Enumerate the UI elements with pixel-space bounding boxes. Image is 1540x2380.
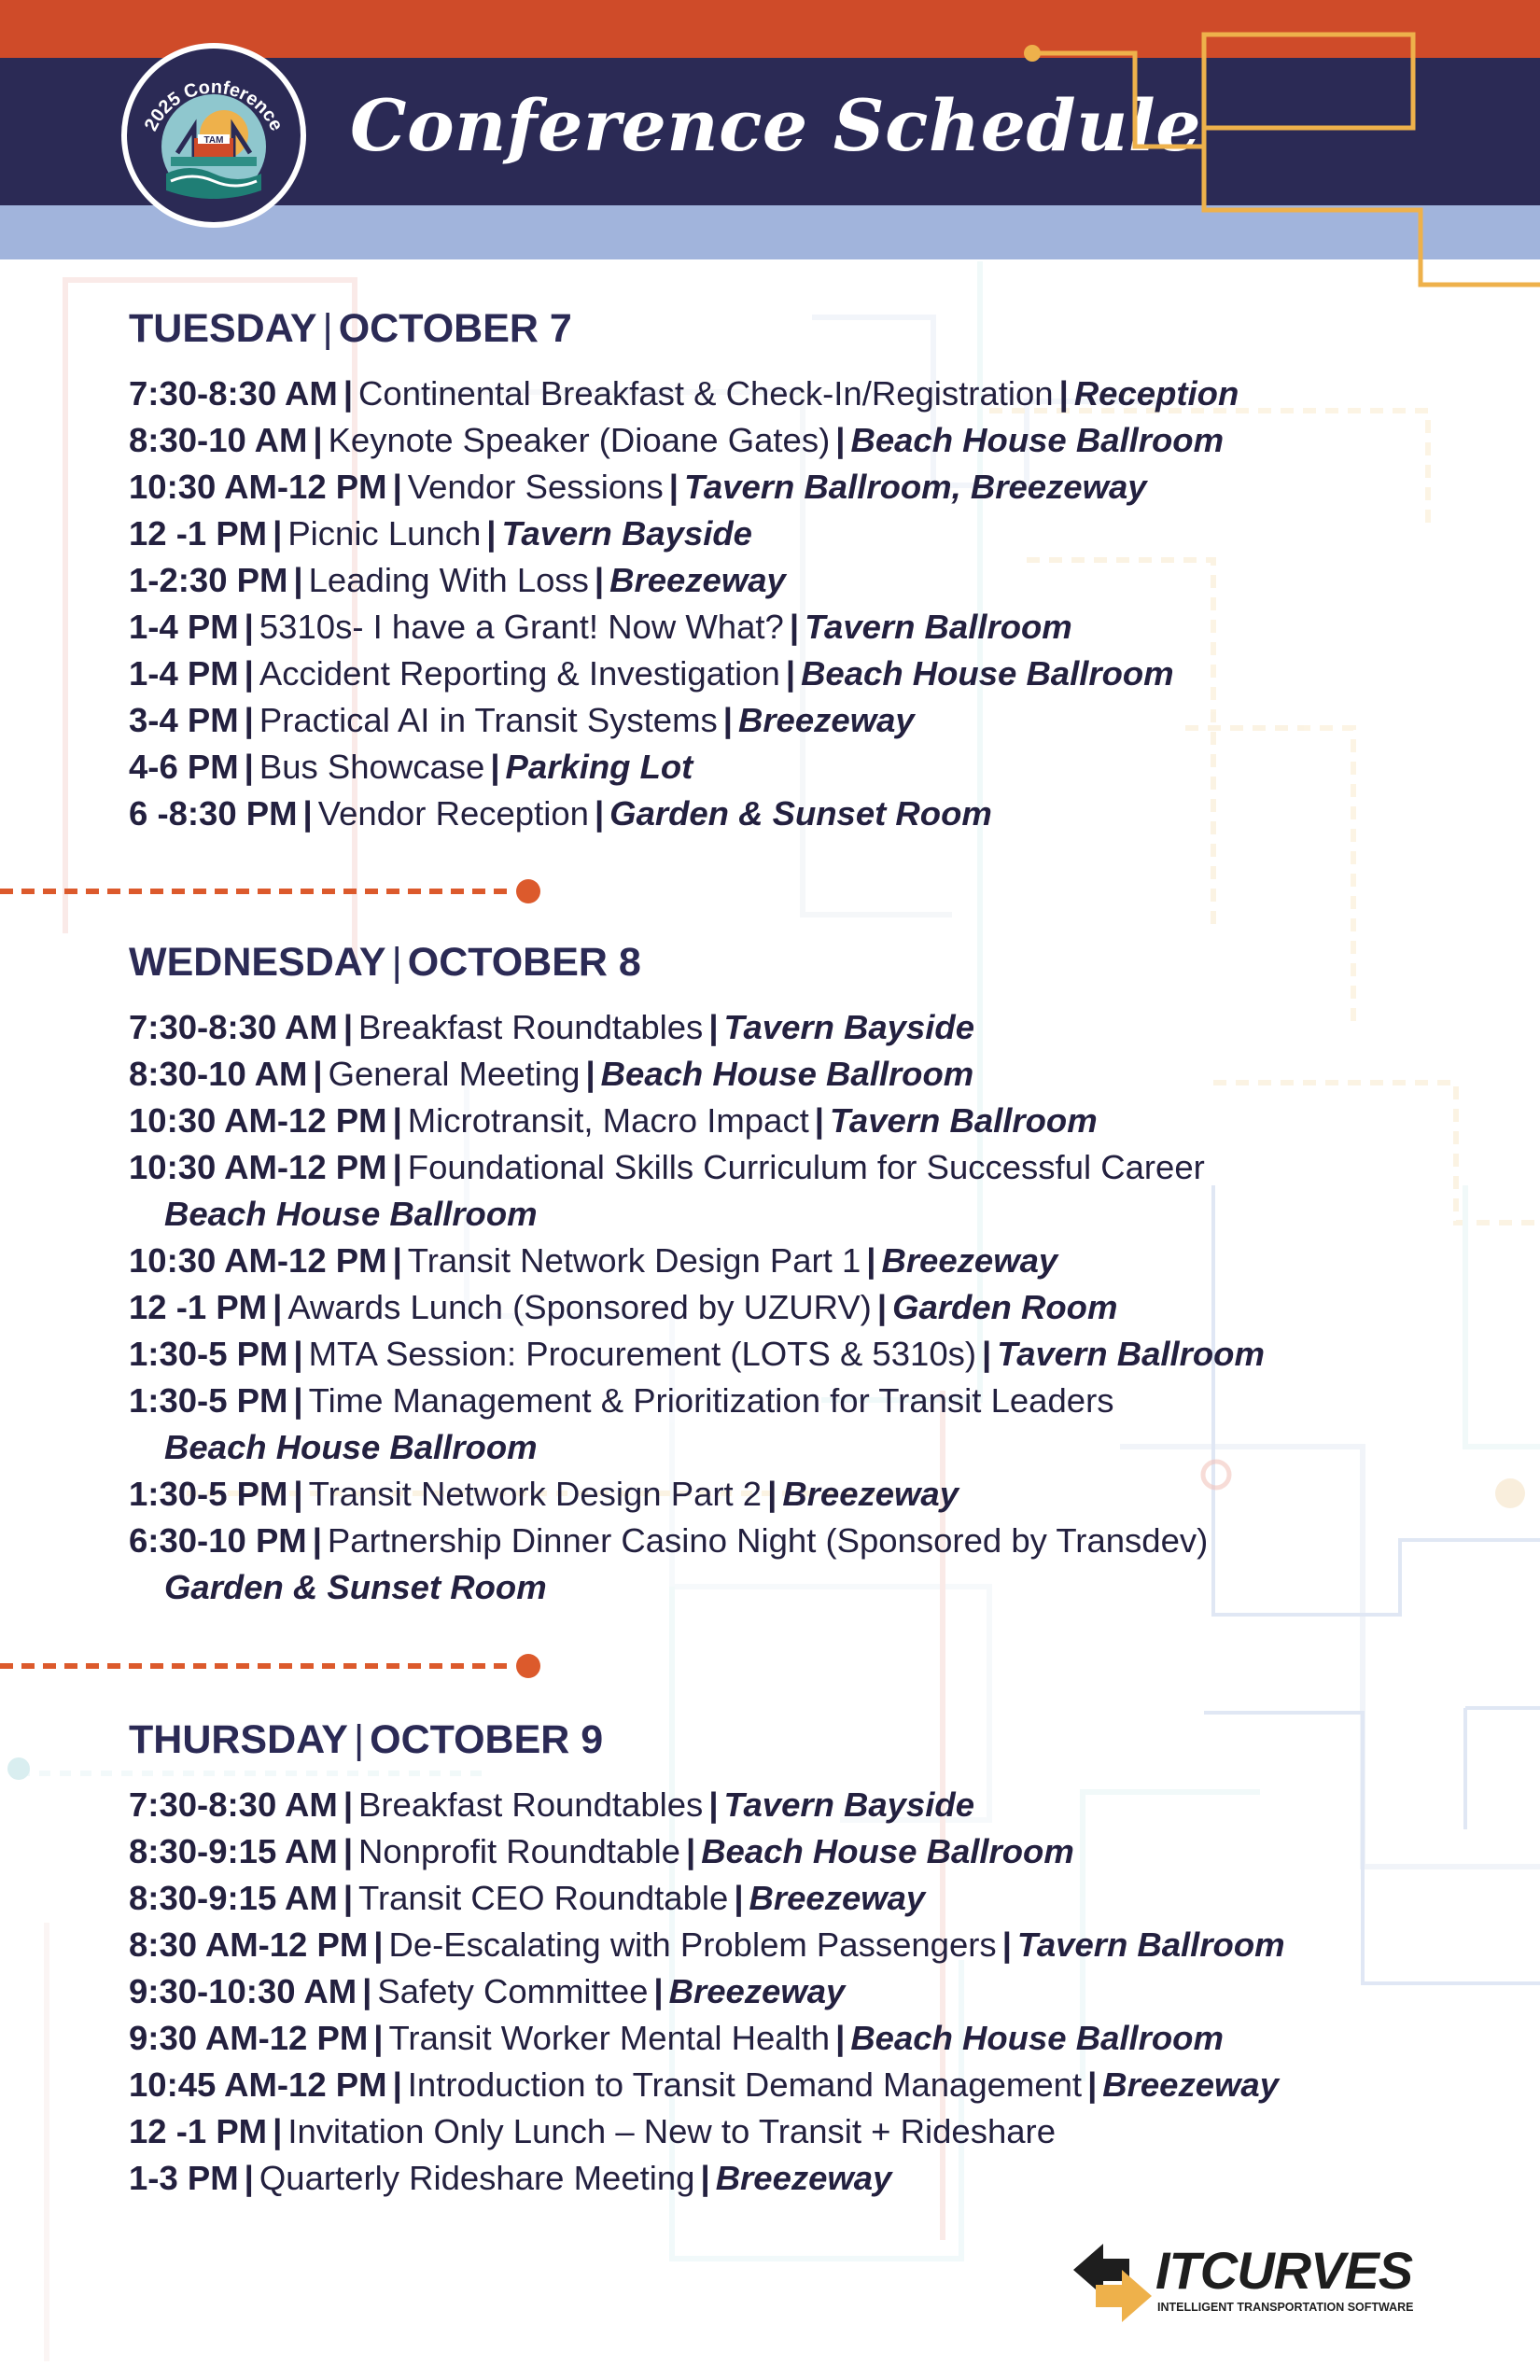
separator: | <box>1001 1925 1012 1964</box>
event-title: Practical AI in Transit Systems <box>259 701 718 739</box>
event-title: Breakfast Roundtables <box>358 1785 704 1824</box>
separator: | <box>486 514 497 553</box>
event-location: Tavern Ballroom, Breezeway <box>683 468 1147 506</box>
day-date: OCTOBER 9 <box>370 1717 604 1762</box>
event-location: Breezeway <box>668 1972 846 2010</box>
event-time: 7:30-8:30 AM <box>129 1008 338 1046</box>
separator: | <box>313 421 323 459</box>
event-time: 3-4 PM <box>129 701 239 739</box>
separator: | <box>789 608 800 646</box>
event-title: Continental Breakfast & Check-In/Registration <box>358 374 1054 413</box>
event-location: Breezeway <box>737 701 915 739</box>
separator: | <box>273 1288 283 1326</box>
schedule-item <box>129 417 1491 464</box>
day-name: WEDNESDAY <box>129 940 386 985</box>
event-time: 8:30-9:15 AM <box>129 1832 338 1870</box>
event-title: Accident Reporting & Investigation <box>259 654 780 693</box>
separator: | <box>866 1241 876 1280</box>
separator: | <box>273 514 283 553</box>
schedule-item <box>129 371 1491 417</box>
schedule-item <box>129 1922 1491 1968</box>
day-heading: THURSDAY | OCTOBER 9 <box>129 1717 604 1762</box>
schedule-item <box>129 1331 1491 1378</box>
event-time: 10:45 AM-12 PM <box>129 2065 387 2104</box>
schedule-item <box>129 1828 1491 1875</box>
schedule-item <box>129 1238 1491 1284</box>
event-location: Tavern Ballroom <box>1016 1925 1285 1964</box>
separator: | <box>876 1288 888 1326</box>
event-location: Beach House Ballroom <box>850 2019 1224 2057</box>
event-location: Breezeway <box>749 1879 926 1917</box>
header-decoration <box>1017 23 1540 303</box>
event-title: Nonprofit Roundtable <box>358 1832 680 1870</box>
event-list <box>129 1782 1491 2202</box>
schedule-item <box>129 1098 1491 1144</box>
event-title: 5310s- I have a Grant! Now What? <box>259 608 784 646</box>
schedule-item <box>129 1471 1491 1518</box>
separator: | <box>244 608 254 646</box>
separator: | <box>244 701 254 739</box>
event-title: Vendor Reception <box>317 794 589 833</box>
day-name: TUESDAY <box>129 306 317 351</box>
schedule-item <box>129 464 1491 511</box>
event-time: 7:30-8:30 AM <box>129 374 338 413</box>
schedule-item <box>129 1378 1491 1471</box>
separator: | <box>668 468 679 506</box>
schedule-item <box>129 1782 1491 1828</box>
event-title: De-Escalating with Problem Passengers <box>388 1925 997 1964</box>
event-title: Transit Worker Mental Health <box>388 2019 831 2057</box>
event-location: Tavern Ballroom <box>805 608 1072 646</box>
logo-wordmark: ITCURVES <box>1155 2241 1413 2300</box>
event-title: Picnic Lunch <box>287 514 482 553</box>
event-title: Introduction to Transit Demand Management <box>407 2065 1083 2104</box>
separator: | <box>490 748 500 786</box>
schedule-item <box>129 651 1491 697</box>
separator: | <box>343 1879 354 1917</box>
event-location: Beach House Ballroom <box>850 421 1225 459</box>
conference-badge-logo <box>119 41 308 230</box>
event-time: 8:30-10 AM <box>129 1055 308 1093</box>
schedule-item <box>129 791 1491 837</box>
page-title: Conference Schedule <box>350 84 1202 167</box>
event-time: 1:30-5 PM <box>129 1475 288 1513</box>
badge-ring-text: 2025 Conference <box>140 77 287 134</box>
separator: | <box>244 654 254 693</box>
event-location: Breezeway <box>609 561 786 599</box>
event-title: Bus Showcase <box>259 748 485 786</box>
schedule-item <box>129 697 1491 744</box>
separator: | <box>312 1521 322 1560</box>
event-location: Breezeway <box>881 1241 1058 1280</box>
event-time: 1-4 PM <box>129 654 239 693</box>
event-title: Time Management & Prioritization for Transit Leaders <box>308 1381 1114 1420</box>
event-title: General Meeting <box>328 1055 581 1093</box>
event-time: 1-3 PM <box>129 2159 239 2197</box>
event-location: Beach House Ballroom <box>701 1832 1074 1870</box>
event-time: 6:30-10 PM <box>129 1521 307 1560</box>
event-location: Tavern Bayside <box>723 1008 975 1046</box>
schedule-item <box>129 1144 1491 1238</box>
separator: | <box>343 374 354 413</box>
event-time: 9:30-10:30 AM <box>129 1972 357 2010</box>
separator: | <box>343 1785 354 1824</box>
separator: | <box>785 654 796 693</box>
section-divider <box>0 1652 560 1680</box>
day-date: OCTOBER 7 <box>338 306 572 351</box>
separator: | <box>392 1241 402 1280</box>
event-location: Beach House Ballroom <box>600 1055 974 1093</box>
event-time: 1:30-5 PM <box>129 1381 288 1420</box>
day-date: OCTOBER 8 <box>407 940 641 985</box>
day-heading: WEDNESDAY | OCTOBER 8 <box>129 940 641 985</box>
event-time: 6 -8:30 PM <box>129 794 298 833</box>
event-title: Microtransit, Macro Impact <box>407 1101 809 1140</box>
separator: | <box>734 1879 744 1917</box>
event-title: Safety Committee <box>377 1972 649 2010</box>
separator: | <box>1087 2065 1098 2104</box>
event-location: Beach House Ballroom <box>164 1428 538 1466</box>
event-location: Tavern Bayside <box>501 514 752 553</box>
event-title: Vendor Sessions <box>407 468 664 506</box>
schedule-item <box>129 1004 1491 1051</box>
day-section-wednesday <box>129 940 1491 1611</box>
event-title: Foundational Skills Curriculum for Successful Career <box>407 1148 1205 1186</box>
separator: | <box>392 468 402 506</box>
event-time: 10:30 AM-12 PM <box>129 468 387 506</box>
schedule-item <box>129 1518 1491 1611</box>
separator: | <box>722 701 733 739</box>
separator: | <box>293 1381 303 1420</box>
separator: | <box>343 1832 354 1870</box>
event-time: 9:30 AM-12 PM <box>129 2019 369 2057</box>
separator: | <box>653 1972 664 2010</box>
event-title: Leading With Loss <box>308 561 589 599</box>
schedule-item <box>129 744 1491 791</box>
event-time: 8:30-10 AM <box>129 421 308 459</box>
event-location: Tavern Bayside <box>723 1785 975 1824</box>
separator: | <box>293 1335 303 1373</box>
separator: | <box>244 748 254 786</box>
separator: | <box>708 1785 719 1824</box>
badge-center-text: TAM <box>203 135 224 146</box>
event-time: 10:30 AM-12 PM <box>129 1241 387 1280</box>
schedule-item <box>129 2108 1491 2155</box>
separator: | <box>302 794 313 833</box>
separator: | <box>313 1055 323 1093</box>
schedule-item <box>129 2155 1491 2202</box>
event-location: Garden & Sunset Room <box>164 1568 547 1606</box>
event-location: Beach House Ballroom <box>164 1195 538 1233</box>
event-list <box>129 371 1491 837</box>
schedule-item <box>129 2015 1491 2062</box>
event-time: 7:30-8:30 AM <box>129 1785 338 1824</box>
separator: | <box>392 2065 402 2104</box>
event-title: Transit Network Design Part 2 <box>308 1475 763 1513</box>
day-section-thursday <box>129 1717 1491 2202</box>
separator: | <box>685 1832 696 1870</box>
event-title: Quarterly Rideshare Meeting <box>259 2159 695 2197</box>
event-title: MTA Session: Procurement (LOTS & 5310s) <box>308 1335 977 1373</box>
event-location: Parking Lot <box>505 748 693 786</box>
separator: | <box>373 2019 384 2057</box>
event-time: 8:30-9:15 AM <box>129 1879 338 1917</box>
separator: | <box>594 561 605 599</box>
schedule-item <box>129 511 1491 557</box>
section-divider <box>0 877 560 905</box>
event-time: 12 -1 PM <box>129 1288 268 1326</box>
schedule-item <box>129 1051 1491 1098</box>
separator: | <box>373 1925 384 1964</box>
event-title: Transit CEO Roundtable <box>358 1879 729 1917</box>
day-heading: TUESDAY | OCTOBER 7 <box>129 306 572 351</box>
schedule-item <box>129 1968 1491 2015</box>
separator: | <box>982 1335 992 1373</box>
event-title: Transit Network Design Part 1 <box>407 1241 861 1280</box>
separator: | <box>362 1972 372 2010</box>
event-time: 10:30 AM-12 PM <box>129 1148 387 1186</box>
event-location: Tavern Ballroom <box>829 1101 1098 1140</box>
event-location: Reception <box>1073 374 1239 413</box>
schedule-item <box>129 1284 1491 1331</box>
event-location: Tavern Ballroom <box>997 1335 1265 1373</box>
separator: | <box>392 1101 402 1140</box>
event-time: 12 -1 PM <box>129 2112 268 2150</box>
separator: | <box>392 1148 402 1186</box>
event-time: 1-4 PM <box>129 608 239 646</box>
event-time: 1:30-5 PM <box>129 1335 288 1373</box>
event-time: 10:30 AM-12 PM <box>129 1101 387 1140</box>
event-title: Partnership Dinner Casino Night (Sponsored by Transdev) <box>327 1521 1209 1560</box>
event-title: Breakfast Roundtables <box>358 1008 704 1046</box>
event-title: Awards Lunch (Sponsored by UZURV) <box>287 1288 872 1326</box>
event-location: Breezeway <box>715 2159 892 2197</box>
itcurves-logo <box>1064 2231 1475 2333</box>
separator: | <box>700 2159 710 2197</box>
separator: | <box>293 1475 303 1513</box>
separator: | <box>767 1475 777 1513</box>
separator: | <box>594 794 605 833</box>
separator: | <box>293 561 303 599</box>
day-section-tuesday <box>129 306 1491 837</box>
event-list <box>129 1004 1491 1611</box>
event-title: Keynote Speaker (Dioane Gates) <box>328 421 831 459</box>
event-time: 4-6 PM <box>129 748 239 786</box>
schedule-item <box>129 2062 1491 2108</box>
event-location: Garden Room <box>892 1288 1118 1326</box>
separator: | <box>835 2019 846 2057</box>
separator: | <box>585 1055 595 1093</box>
separator: | <box>835 421 846 459</box>
event-location: Garden & Sunset Room <box>609 794 992 833</box>
day-name: THURSDAY <box>129 1717 348 1762</box>
separator: | <box>814 1101 824 1140</box>
schedule-item <box>129 557 1491 604</box>
separator: | <box>273 2112 283 2150</box>
event-time: 12 -1 PM <box>129 514 268 553</box>
event-location: Breezeway <box>1102 2065 1279 2104</box>
event-location: Beach House Ballroom <box>801 654 1174 693</box>
separator: | <box>343 1008 354 1046</box>
separator: | <box>708 1008 719 1046</box>
separator: | <box>1058 374 1069 413</box>
schedule-item <box>129 1875 1491 1922</box>
schedule-item <box>129 604 1491 651</box>
separator: | <box>244 2159 254 2197</box>
event-title: Invitation Only Lunch – New to Transit + Rideshare <box>287 2112 1057 2150</box>
logo-tagline: INTELLIGENT TRANSPORTATION SOFTWARE <box>1157 2301 1414 2314</box>
event-time: 8:30 AM-12 PM <box>129 1925 369 1964</box>
event-time: 1-2:30 PM <box>129 561 288 599</box>
event-location: Breezeway <box>782 1475 959 1513</box>
